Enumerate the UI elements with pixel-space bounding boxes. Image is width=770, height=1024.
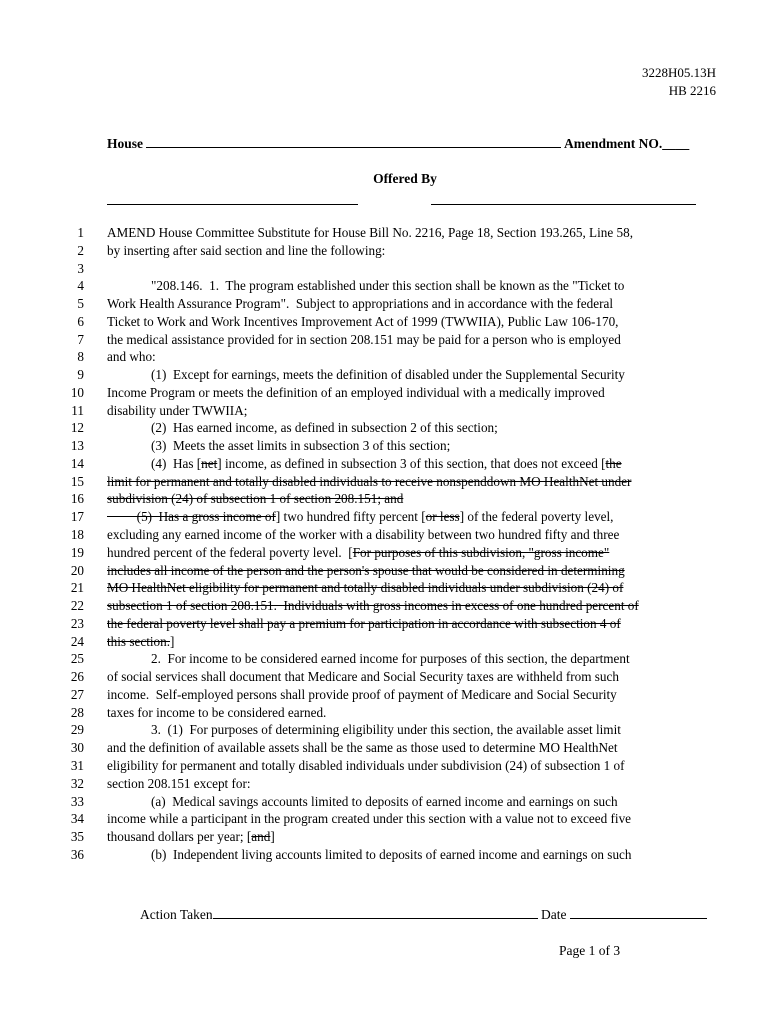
line-text — [107, 490, 403, 508]
text-line — [0, 544, 770, 562]
line-text — [151, 437, 450, 455]
line-text — [107, 242, 385, 260]
deleted-text: MO HealthNet eligibility for permanent and totally disabled individuals under subdivision (24) of — [107, 580, 624, 596]
text-line — [0, 633, 770, 651]
document-code-block — [642, 64, 716, 100]
line-segment: (2) Has earned income, as defined in subsection 2 of this section; — [151, 420, 498, 436]
line-number: 35 — [70, 829, 84, 845]
text-line — [0, 526, 770, 544]
text-line — [0, 348, 770, 366]
line-number: 4 — [77, 278, 84, 294]
deleted-text: the federal poverty level shall pay a premium for participation in accordance with subsection 4 of — [107, 615, 621, 631]
line-number: 34 — [70, 811, 84, 827]
line-text — [107, 615, 621, 633]
deleted-text: subdivision (24) of subsection 1 of section 208.151; and — [107, 491, 404, 507]
line-number: 21 — [70, 580, 84, 596]
line-segment: section 208.151 except for: — [107, 775, 251, 791]
line-text — [107, 526, 619, 544]
action-taken-label: Action Taken — [140, 907, 213, 922]
line-segment: (4) Has [ — [151, 455, 202, 471]
line-text — [151, 277, 624, 295]
text-line — [0, 508, 770, 526]
text-line — [0, 562, 770, 580]
line-segment: and the definition of available assets shall be the same as those used to determine MO HealthNet — [107, 740, 618, 756]
line-number: 5 — [77, 296, 84, 312]
line-segment: of social services shall document that Medicare and Social Security taxes are withheld from such — [107, 669, 619, 685]
text-line — [0, 668, 770, 686]
deleted-text: limit for permanent and totally disabled individuals to receive nonspenddown MO HealthNet under — [107, 473, 632, 489]
line-text — [107, 295, 613, 313]
text-line — [0, 366, 770, 384]
line-segment: "208.146. 1. The program established under this section shall be known as the "Ticket to — [151, 278, 625, 294]
line-segment: (1) Except for earnings, meets the definition of disabled under the Supplemental Security — [151, 367, 625, 383]
line-number: 6 — [77, 313, 84, 329]
line-segment: Ticket to Work and Work Incentives Improvement Act of 1999 (TWWIIA), Public Law 106-170, — [107, 313, 619, 329]
amendment-text-body — [0, 224, 770, 864]
line-segment: (a) Medical savings accounts limited to deposits of earned income and earnings on such — [151, 793, 618, 809]
text-line — [0, 313, 770, 331]
line-number: 22 — [70, 598, 84, 614]
line-number: 17 — [70, 509, 84, 525]
text-line — [0, 793, 770, 811]
text-line — [0, 686, 770, 704]
line-number: 27 — [70, 686, 84, 702]
line-number: 23 — [70, 615, 84, 631]
line-segment: ] — [270, 829, 275, 845]
line-segment: ] of the federal poverty level, — [459, 509, 614, 525]
line-segment: eligibility for permanent and totally disabled individuals under subdivision (24) of subsection 1 of — [107, 757, 625, 773]
text-line — [0, 775, 770, 793]
line-number: 12 — [70, 420, 84, 436]
amendment-label: Amendment NO. — [564, 136, 663, 151]
line-segment: income. Self-employed persons shall provide proof of payment of Medicare and Social Security — [107, 686, 617, 702]
date-blank[interactable] — [570, 906, 707, 919]
line-segment: ] two hundred fifty percent [ — [275, 509, 426, 525]
doc-code: 3228H05.13H — [641, 65, 716, 80]
line-text — [151, 846, 631, 864]
action-taken-line — [140, 906, 707, 923]
line-number: 28 — [70, 704, 84, 720]
deleted-text: includes all income of the person and the person's spouse that would be considered in determining — [107, 562, 625, 578]
text-line — [0, 402, 770, 420]
line-text — [107, 757, 625, 775]
text-line — [0, 650, 770, 668]
text-line — [0, 473, 770, 491]
line-segment: by inserting after said section and line the following: — [107, 242, 386, 258]
sponsor-signature-line-left[interactable] — [107, 204, 358, 205]
text-line — [0, 295, 770, 313]
line-segment: ] income, as defined in subsection 3 of this section, that does not exceed [ — [217, 455, 606, 471]
line-text — [151, 419, 498, 437]
text-line — [0, 455, 770, 473]
line-text — [107, 544, 609, 562]
line-segment: (3) Meets the asset limits in subsection 3 of this section; — [151, 438, 451, 454]
line-segment: taxes for income to be considered earned. — [107, 704, 327, 720]
line-number: 19 — [70, 544, 84, 560]
deleted-text: and — [251, 829, 271, 845]
deleted-text: this section. — [107, 633, 171, 649]
line-text — [107, 402, 247, 420]
line-segment: Work Health Assurance Program". Subject to appropriations and in accordance with the federal — [107, 296, 614, 312]
line-number: 26 — [70, 669, 84, 685]
line-segment: 3. (1) For purposes of determining eligibility under this section, the available asset limit — [151, 722, 621, 738]
line-text — [107, 810, 631, 828]
line-text — [107, 597, 639, 615]
line-text — [107, 686, 617, 704]
text-line — [0, 224, 770, 242]
line-number: 30 — [70, 740, 84, 756]
text-line — [0, 260, 770, 278]
line-segment: (b) Independent living accounts limited to deposits of earned income and earnings on such — [151, 846, 632, 862]
line-text — [107, 384, 605, 402]
line-text — [107, 775, 251, 793]
house-blank[interactable] — [146, 135, 561, 148]
line-text — [107, 739, 618, 757]
line-text — [151, 650, 630, 668]
line-text — [107, 668, 619, 686]
deleted-text: the — [605, 455, 622, 471]
text-line — [0, 331, 770, 349]
line-number: 29 — [70, 722, 84, 738]
line-segment: 2. For income to be considered earned income for purposes of this section, the department — [151, 651, 630, 667]
line-number: 3 — [77, 260, 84, 276]
line-text — [107, 331, 621, 349]
sponsor-signature-line-right[interactable] — [431, 204, 696, 205]
line-text — [107, 224, 633, 242]
line-number: 15 — [70, 473, 84, 489]
text-line — [0, 828, 770, 846]
line-text — [107, 473, 631, 491]
line-text — [151, 721, 621, 739]
line-text — [107, 828, 275, 846]
offered-by-label: Offered By — [373, 171, 437, 186]
line-number: 31 — [70, 757, 84, 773]
line-number: 33 — [70, 793, 84, 809]
line-number: 36 — [70, 846, 84, 862]
deleted-text: (5) Has a gross income of — [107, 509, 276, 525]
text-line — [0, 419, 770, 437]
line-number: 14 — [70, 455, 84, 471]
page-number: Page 1 of 3 — [559, 943, 621, 958]
line-number: 32 — [70, 775, 84, 791]
line-text — [107, 633, 174, 651]
line-text — [107, 562, 625, 580]
line-segment: hundred percent of the federal poverty level. [ — [107, 544, 353, 560]
line-number: 10 — [70, 384, 84, 400]
line-segment: Income Program or meets the definition of an employed individual with a medically improved — [107, 384, 605, 400]
line-text — [107, 704, 326, 722]
line-text — [151, 793, 618, 811]
text-line — [0, 437, 770, 455]
house-amendment-line — [107, 135, 717, 152]
line-text — [107, 579, 623, 597]
line-number: 13 — [70, 438, 84, 454]
line-number: 7 — [77, 331, 84, 347]
action-taken-blank[interactable] — [213, 906, 538, 919]
line-text — [107, 508, 613, 526]
line-segment: ] — [170, 633, 175, 649]
deleted-text: or less — [425, 509, 460, 525]
deleted-text: net — [201, 455, 218, 471]
text-line — [0, 846, 770, 864]
line-number: 11 — [71, 402, 84, 418]
line-number: 1 — [77, 225, 84, 240]
line-number: 8 — [77, 349, 84, 365]
text-line — [0, 597, 770, 615]
line-segment: AMEND House Committee Substitute for House Bill No. 2216, Page 18, Section 193.265, Line 58, — [107, 225, 633, 240]
text-line — [0, 704, 770, 722]
line-number: 20 — [70, 562, 84, 578]
line-text — [107, 313, 618, 331]
text-line — [0, 384, 770, 402]
text-line — [0, 757, 770, 775]
amendment-number-blank[interactable]: ____ — [662, 136, 690, 151]
line-number: 9 — [77, 367, 84, 383]
text-line — [0, 579, 770, 597]
house-label: House — [107, 136, 144, 151]
text-line — [0, 810, 770, 828]
line-text — [151, 366, 625, 384]
line-number: 24 — [70, 633, 84, 649]
line-number: 18 — [70, 527, 84, 543]
deleted-text: For purposes of this subdivision, "gross income" — [352, 544, 610, 560]
line-text — [151, 455, 622, 473]
bill-number: HB 2216 — [668, 83, 716, 98]
line-segment: excluding any earned income of the worker with a disability between two hundred fifty and three — [107, 527, 620, 543]
line-number: 25 — [70, 651, 84, 667]
line-segment: thousand dollars per year; [ — [107, 829, 252, 845]
line-number: 2 — [77, 242, 84, 258]
text-line — [0, 490, 770, 508]
date-label: Date — [541, 907, 567, 922]
line-number: 16 — [70, 491, 84, 507]
text-line — [0, 277, 770, 295]
line-segment: the medical assistance provided for in section 208.151 may be paid for a person who is employed — [107, 331, 621, 347]
line-text — [107, 348, 156, 366]
text-line — [0, 721, 770, 739]
deleted-text: subsection 1 of section 208.151. Individuals with gross incomes in excess of one hundred percent of — [107, 598, 639, 614]
line-segment: and who: — [107, 349, 156, 365]
line-segment: disability under TWWIIA; — [107, 402, 248, 418]
text-line — [0, 739, 770, 757]
text-line — [0, 242, 770, 260]
text-line — [0, 615, 770, 633]
line-segment: income while a participant in the program created under this section with a value not to exceed five — [107, 811, 632, 827]
